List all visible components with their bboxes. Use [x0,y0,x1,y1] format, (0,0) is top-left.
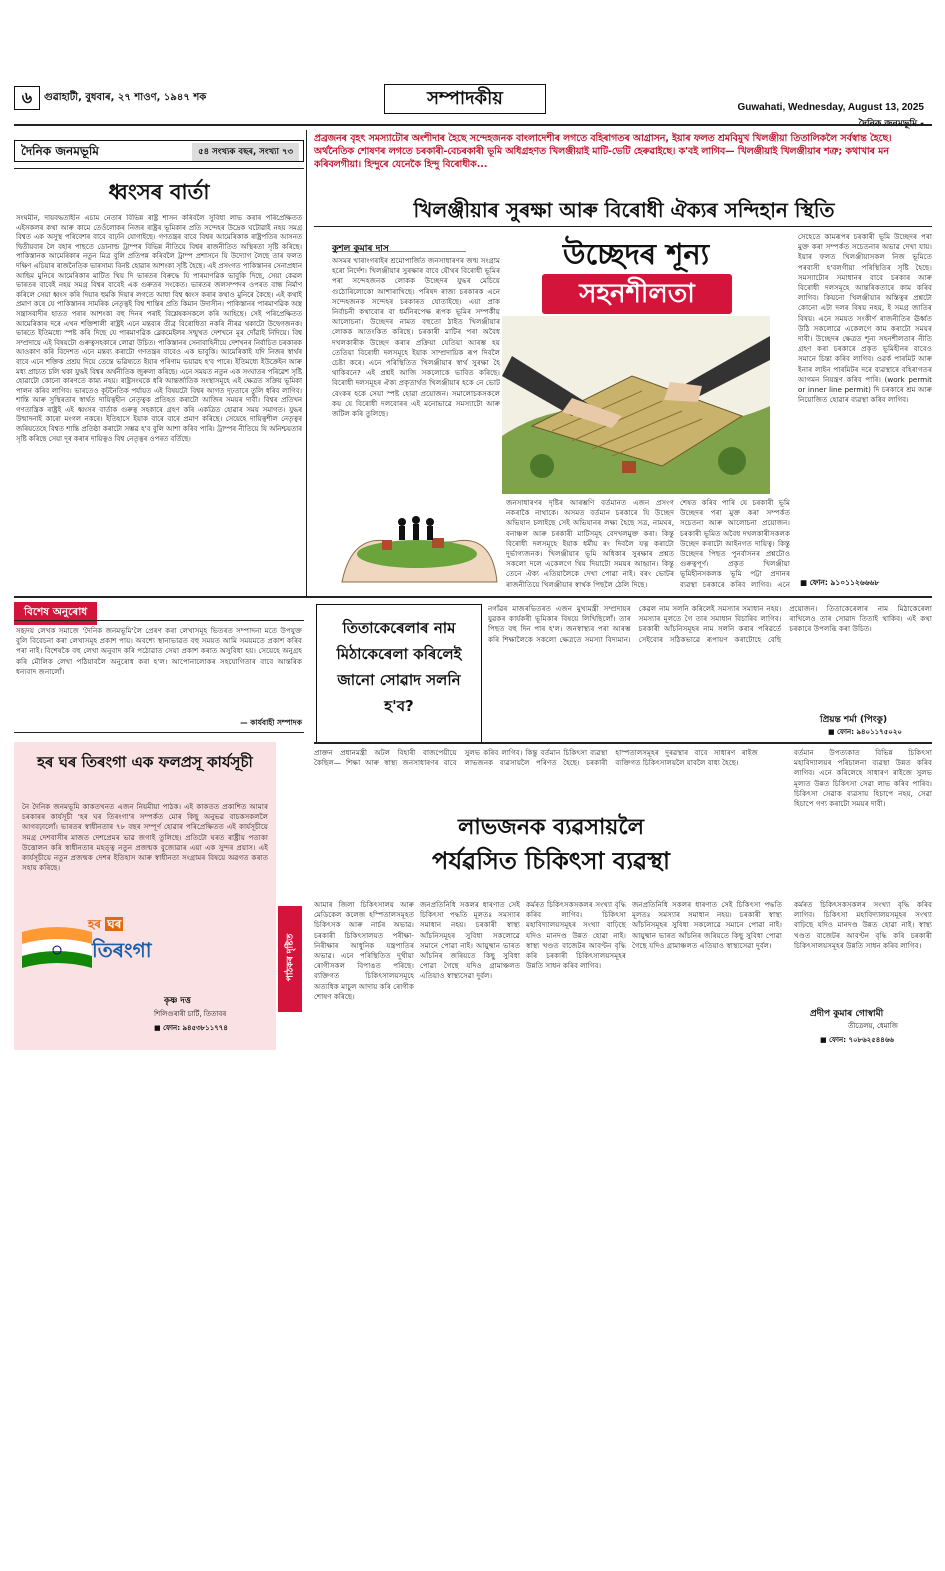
masthead-date-right: Guwahati, Wednesday, August 13, 2025 [737,102,924,113]
health-headline-1: লাভজনক ব্যৱসায়লৈ [457,815,645,840]
har-ghar-body: নৈ দৈনিক জনমভূমি কাকতখনত এজন নিয়মীয়া পাঠক। এই কাকতত প্ৰকাশিত আমাৰ চৰকাৰৰ কাৰ্যসূচী 'হৰ ঘৰ তিৰংগা'ৰ সম্পৰ্কত মোৰ কিছু অনুভৱ বাচকসকললৈ আগবঢ়ালোঁ। ভাৰতৰ স্বাধীনতাৰ ৭৮ বছৰ সম্পূৰ্ণ হোৱাৰ পৰিপ্ৰেক্ষিতত এই কাৰ্যসূচীয়ে সমগ্ৰ দেশবাসীৰ মাজত দেশপ্ৰেমৰ ভাৱ জগাই তুলিছে। প্ৰতিটো ঘৰত ৰাষ্ট্ৰীয় পতাকা উত্তোলন কৰি স্বাধীনতাৰ মহত্ত্ব নতুন প্ৰজন্মক বুজোৱাৰ এয়া এক সুন্দৰ প্ৰয়াস। এই কাৰ্যসূচীয়ে নতুন প্ৰজন্মক দেশৰ ইতিহাস আৰু স্বাধীনতা সংগ্ৰামৰ বিষয়ে অৱগত কৰাত সহায় কৰিছে। [22,802,268,873]
health-col-e: কৰ্মৰত চিকিৎসকসকলৰ সংখ্যা বৃদ্ধি কৰিব লাগিব। চিকিৎসা মহাবিদ্যালয়সমূহৰ সংখ্যা বাঢ়িছে যদিও মানদণ্ড উন্নত হোৱা নাই। স্বাস্থ্য খণ্ডত বাজেটৰ আবণ্টন বৃদ্ধি কৰি চৰকাৰী চিকিৎসালয়সমূহৰ উন্নতি সাধন কৰিব লাগিব। [794,900,932,950]
article-phone: ■ ফোন: ৯১০১১২৬৬৬৮ [800,578,880,587]
har-ghar-sign: কৃষ্ণ দত্ত [164,996,191,1006]
art-title-banner [542,274,732,314]
masthead-date-left: গুৱাহাটী, বুধবাৰ, ২৭ শাওণ, ১৯৪৭ শক [44,92,207,103]
request-label-rule [14,620,304,621]
article-col-1: অসমৰ খাৰাংগৰাইৰ শ্ৰমোপাৰ্জিত জনসাধাৰণৰ জন্ম সংগ্ৰাম হৰো নিৰ্দেশ। খিলঞ্জীয়াৰ সুৰক্ষাৰ বাবে যৌথৰ বিৰোধী ভূমিৰ পৰা সন্দেহজনক লোকক উচ্ছেদৰ যুদ্ধৰ মেচিয়ে গুঠোৰিলোকো আশাৰাখিছে। পৰিষদ ৰাজ্য চৰকাৰক এনে সন্দেহজনক সন্দেহৰ চৰকাৰত যোতাইছে। এয়া প্ৰাক নিৰ্বাচনী কথাবোৰ বা ধৰ্মনিৰপেক্ষ ৰূপক ভূমিৰ সম্পৰ্কীয় আলোচনা। উচ্ছেদৰ নামত বহুতো ঠাইত খিলঞ্জীয়াৰ লোকক আতংকিত কৰিছে। চৰকাৰী মাটিৰ পৰা অবৈধ দখলকাৰীক উচ্ছেদ কৰাৰ প্ৰক্ৰিয়া যেতিয়া আৰম্ভ হয় তেতিয়া বিৰোধী দলসমূহে ইয়াক সাম্প্ৰদায়িক ৰূপ দিবলৈ চেষ্টা কৰে। এনে পৰিস্থিতিত খিলঞ্জীয়াৰ স্বাৰ্থ সুৰক্ষা হৈ থাকিবনে? এই প্ৰশ্নই আজি সকলোকে ভাবিত কৰিছে। বিৰোধী দলসমূহৰ ঐক্য প্ৰকৃতাৰ্থত খিলঞ্জীয়াৰ হকে নে ভোট বেংকৰ হকে সেয়া স্পষ্ট হোৱা প্ৰয়োজন। সমালোচকসকলে কয় যে বিৰোধী দলবোৰৰ এই মনোভাৱে সমস্যাটো আৰু জটিল কৰি তুলিছে। [332,256,500,419]
health-col-top-right: বৰ্তমান উপত্যকাত বিভিন্ন চিকিৎসা মহাবিদ্যালয়ৰ পৰিচালনা ব্যৱস্থা উন্নত কৰিব লাগিব। এনে কৰিলেহে সাধাৰণ ৰাইজে সুলভ মূল্যত উন্নত চিকিৎসা সেৱা লাভ কৰিব পাৰিব। চিকিৎসা সেৱাক ব্যৱসায় হিচাপে নহয়, সেৱা হিচাপে গণ্য কৰাটো সময়ৰ দাবী। [794,748,932,809]
art-title-1: উচ্ছেদৰ শূন্য [562,237,710,271]
flag-icon [22,922,92,982]
request-sign: — কাৰ্যবাহী সম্পাদক [240,718,302,727]
masthead-divider [14,124,932,126]
tita-sign: প্ৰিয়ন্ত শৰ্মা (পিংকু) [820,715,888,725]
har-ghar-phone: ■ ফোন: ৯৪৫৩৮১১৭৭৪ [154,1024,228,1032]
health-col-a: আমাৰ জিলা চিকিৎসালয় আৰু মেডিকেল কলেজ হস্পিতালসমূহত চিকিৎসক আৰু নাৰ্চৰ অভাৱ। চৰকাৰী চিকিৎসালয়ত পৰীক্ষা-নিৰীক্ষাৰ আধুনিক যন্ত্ৰপাতিৰ অভাৱ। এনে পৰিস্থিতিত দুখীয়া ৰোগীসকল বিপাঙত পৰিছে। ব্যক্তিগত চিকিৎসালয়সমূহে অত্যধিক মাচুল আদায় কৰি ৰোগীক শোষণ কৰিছে। [314,900,414,1001]
mid-section-rule [314,742,932,744]
illustration-scene [502,316,770,494]
top-deck: প্ৰব্ৰজনৰ বৃহৎ সমস্যাটোৰ অংশীদাৰ হৈছে সন্দেহজনক বাংলাদেশীৰ লগতে বহিৰাগতৰ আগ্ৰাসন, ইয়াৰ ফলত শ্ৰমবিমুখ খিলঞ্জীয়া তিতালিকলৈ সৰ্বস্বান্ত হৈছে। অৰ্থনৈতিক শোষণৰ লগতে চৰকাৰী-বেচৰকাৰী ভূমি অধিগ্ৰহণত খিলঞ্জীয়াই মাটি-ভেটি হেৰুৱাইছে। ক'বই লাগিব— খিলঞ্জীয়াই খিলঞ্জীয়াৰ শত্ৰু; কথাখাৰ মন কৰিবলগীয়া। হিন্দুৰে যেনেকৈ হিন্দু বিৰোধীক... [314,133,892,170]
health-headline [316,812,786,878]
masthead [14,82,932,126]
logo-ghar: ঘৰ [107,917,122,931]
logo-tiranga: তিৰংগা [92,938,152,962]
health-sign-place: তীত্ৰেলয়, ধেমাজি [848,1022,898,1030]
article-col-4: সেহেতে কামৰূপৰ চৰকাৰী ভূমি উচ্ছেদৰ পৰা মুক্ত কৰা সম্পৰ্কত সচেতনাৰ অভাৱ দেখা যায়। ইয়াৰ ফলত খিলঞ্জীয়াসকল নিজ ভূমিতে পৰবাসী হ'বলগীয়া পৰিস্থিতিৰ সৃষ্টি হৈছে। সমস্যাটোৰ সমাধানৰ বাবে চৰকাৰ আৰু বিৰোধী দলসমূহে আন্তৰিকতাৰে কাম কৰিব লাগিব। কিয়নো খিলঞ্জীয়াৰ অস্তিত্বৰ প্ৰশ্নটো কোনো এটা দলৰ বিষয় নহয়, ই সমগ্ৰ জাতিৰ বিষয়। এনে সময়ত সংকীৰ্ণ ৰাজনীতিৰ ঊৰ্ধ্বত উঠি সকলোৱে একেলগে কাম কৰাটো সময়ৰ দাবী। উচ্ছেদৰ ক্ষেত্ৰত শূন্য সহনশীলতাৰ নীতি গ্ৰহণ কৰা চৰকাৰে প্ৰকৃত ভূমিহীনৰ বাবেও সমানে চিন্তা কৰিব লাগিব। ওৱৰ্ক পাৰমিট আৰু ইনাৰ লাইন পাৰমিটৰ দৰে ব্যৱস্থাৰে বহিৰাগতৰ আগমন নিয়ন্ত্ৰণ কৰিব পাৰি। (work permit or inner line permit) দি চৰকাৰে শ্ৰম আৰু নিয়োজিত হোৱাৰ ব্যৱস্থা কৰিব লাগিব। [798,232,932,405]
health-sign: প্ৰদীপ কুমাৰ গোস্বামী [810,1009,884,1019]
newspaper-brand: দৈনিক জনমভূমি [21,144,99,158]
hands-illustration [332,502,502,588]
page-number-box: ৬ [14,86,40,110]
tita-phone: ■ ফোন: ৯৪০১১৭৫০২০ [828,728,902,736]
tita-body: নগাঁৱৰ মাজৰভিতৰত এজন মুখ্যমন্ত্ৰী সম্প্ৰদায়ৰ যুৱকৰ কাৰ্যকৰী ভূমিকাৰ বিষয়ে লিখিছিলোঁ। তাৰ পিছত বহু দিন পাৰ হ'ল। জনস্বাস্থ্যৰ পৰা আৰম্ভ কৰি শিক্ষালৈকে সকলো ক্ষেত্ৰতে সমস্যা বিদ্যমান। কেৱল নাম সলনি কৰিলেই সমস্যাৰ সমাধান নহয়। সমস্যাৰ মূলতে গৈ তাৰ সমাধান বিচাৰিব লাগিব। চৰকাৰী আঁচনিসমূহৰ নাম সলনি কৰাৰ পৰিৱৰ্তে সেইবোৰ সঠিকভাৱে ৰূপায়ণ কৰাটোহে বেছি প্ৰয়োজন। তিতাকেৰেলাৰ নাম মিঠাকেৰেলা ৰাখিলেও তাৰ সোৱাদ তিতাই থাকিব। এই কথা চৰকাৰে উপলব্ধি কৰা উচিত। [488,604,932,644]
left-column-rule [306,130,307,596]
volume-info: ৫৪ সংখ্যক বছৰ, সংখ্যা ৭৩ [192,143,299,161]
har-ghar-sign-place: শিলিগুৰাৰী চাৰ্টি, তিতাবৰ [154,1010,227,1018]
article-col-2: জনসাধাৰণৰ দৃষ্টিৰ আৰম্ভণি বৰ্তমানত এজন প্ৰসংগ নকৰাকৈ নাথাকে। অসমত বৰ্তমান চৰকাৰে যি উচ্ছেদ অভিযান চলাইছে সেই অভিযানৰ লক্ষ্য হৈছে সত্ৰ, নামঘৰ, বনাঞ্চল আৰু চৰকাৰী মাটিসমূহ বেদখলমুক্ত কৰা। কিন্তু বিৰোধী দলসমূহে ইয়াক ধৰ্মীয় ৰং দিবলৈ যত্ন কৰাটো দুৰ্ভাগ্যজনক। খিলঞ্জীয়াৰ ভূমি অধিকাৰ সুৰক্ষাৰ প্ৰশ্নত সকলো দলে একেলগে থিয় দিয়াটো সময়ৰ আহ্বান। কিন্তু তেনে ঐক্য এতিয়ালৈকে দেখা পোৱা নাই। বৰং ভোটৰ ৰাজনীতিয়ে খিলঞ্জীয়াৰ স্বাৰ্থক পিছলৈ ঠেলি দিছে। [506,498,674,588]
reader-view-tab [278,906,302,1012]
reader-view-label: পাঠকৰ দৃষ্টিত [285,933,296,982]
section-title: সম্পাদকীয় [384,84,546,114]
headline-rule [314,226,932,227]
art-title-2: সহনশীলতা [579,279,695,309]
request-label: বিশেষ অনুৰোধ [14,602,97,625]
request-body: সহৃদয় লেখক সমাজে 'দৈনিক জনমভূমি'লৈ প্ৰেৰণ কৰা লেখাসমূহ ভিতৰত সম্পাদনা মতে উপযুক্ত বুলি বিবেচনা কৰা লেখাসমূহ প্ৰকাশ পায়। অবশ্যে স্থানাভাৱত বহু সময়ত আমি সময়মতে প্ৰকাশ কৰিব পৰা নাই। বিশেষকৈ বহু লেখা অনুবাদ কৰি পঠোৱাত সেয়া প্ৰকাশ কৰাত অসুবিধা হয়। সেয়েহে অনুগ্ৰহ কৰি মৌলিক লেখা পঠিয়াবলৈ অনুৰোধ কৰা হ'ল। আপোনালোকৰ সহযোগিতাৰ বাবে আন্তৰিক ধন্যবাদ জনালোঁ। [16,626,302,676]
tita-box [316,604,482,744]
editorial-divider [14,168,304,169]
editorial-header [14,140,304,162]
health-intro: প্ৰাক্তন প্ৰধানমন্ত্ৰী অটল বিহাৰী বাজপেয়ীয়ে কৈছিল— শিক্ষা আৰু স্বাস্থ্য জনসাধাৰণৰ বাবে সুলভ কৰিব লাগিব। কিন্তু বৰ্তমান চিকিৎসা ব্যৱস্থা লাভজনক ব্যৱসায়লৈ পৰিণত হৈছে। চৰকাৰী হাস্পতালসমূহৰ দুৰৱস্থাৰ বাবে সাধাৰণ ৰাইজ ব্যক্তিগত চিকিৎসালয়লৈ যাবলৈ বাধ্য হৈছে। [314,748,758,768]
author-name: কুশল কুমাৰ দাস [332,244,389,254]
eviction-illustration [502,232,770,494]
health-phone: ■ ফোন: ৭০৮৬২৫৪৪৬৬ [820,1036,894,1044]
logo-har: হৰ [88,917,102,931]
upper-section-rule [14,596,932,598]
main-headline: খিলঞ্জীয়াৰ সুৰক্ষা আৰু বিৰোধী ঐক্যৰ সন্দিহান স্থিতি [413,198,835,222]
editorial-body: সংঘমীন, দায়বদ্ধতাহীন এচাম নেতাৰ বিভিন্ন ৰাষ্ট্ৰ শাসন কৰিবলৈ সুবিধা লাভ কৰাৰ পৰিপ্ৰেক্ষিতত এইসকলৰ কথা আৰু কামে তেওঁলোকৰ নিজৰ ৰাষ্ট্ৰৰ ভূমিকাৰ প্ৰতি সন্দেহৰ উদ্ৰেক ঘটোৱাই নহয় সমগ্ৰ বিশ্বত এক অসুস্থ পৰিবেশৰ বাবে বাঢ়নি যোগাইছে। গণতন্ত্ৰৰ বাবে বিশ্বৰ আমেৰিকাক ৰাষ্ট্ৰপতিৰ আসনত দ্বিতীয়বাৰ লৈ বহাৰ পাছতে ডোনাল্ড ট্ৰাম্পৰ বিভিন্ন নীতিয়ে বিশ্বৰ ৰাজনীতিত অস্থিৰতা সৃষ্টি কৰিছে। পাকিস্তানক আমেৰিকাৰ নতুন মিত্ৰ বুলি প্ৰতিপন্ন কৰিবলৈ ট্ৰাম্প প্ৰশাসনে যি উদ্যোগ লৈছে তাৰ ফলত দক্ষিণ এচিয়াৰ ৰাজনৈতিক ভাৰসাম্য বিনষ্ট হোৱাৰ আশংকা সৃষ্টি হৈছে। এই প্ৰসংগত পাকিস্তানৰ সেনাপ্ৰধান আছিম মুনিৰে আমেৰিকাৰ মাটিত থিয় দি ভাৰতৰ বিৰুদ্ধে যি পাৰমাণৱিক ভাবুকি দিছে, সেয়া কেৱল ভাৰতৰ বাবেই নহয় সমগ্ৰ বিশ্বৰ বাবেই এক গুৰুতৰ সংকেত। ভাৰতৰ জলসম্পদৰ ওপৰত বান্ধ নিৰ্মাণ কৰিলে সেয়া ধ্বংস কৰি দিয়াৰ হুমকি দিয়াৰ লগতে আধা বিশ্ব ধ্বংস কৰাৰ কথাও মুনিৰে কৈছে। এই কথাই প্ৰমাণ কৰে যে পাকিস্তানৰ সামৰিক নেতৃত্বই বিশ্ব শান্তিৰ প্ৰতি কিমান উদাসীন। পাকিস্তানৰ পাৰমাণৱিক অস্ত্ৰ সন্ত্ৰাসবাদীৰ হাতত পৰাৰ আশংকা বহু দিনৰ পৰাই বিশ্লেষকসকলে কৰি আহিছে। সেই পৰিপ্ৰেক্ষিতত আমেৰিকাৰ দৰে এখন শক্তিশালী ৰাষ্ট্ৰই এনে মন্তব্যৰ তীব্ৰ বিৰোধিতা নকৰি নীৰৱ থকাটো উদ্বেগজনক। ভাৰতে ইতিমধ্যে স্পষ্ট কৰি দিছে যে পাৰমাণৱিক ব্লেকমেইলৰ সন্মুখত দেশখনে মূৰ দোঁৱাই নিদিয়ে। বিশ্ব সম্প্ৰদায়ে এই বিষয়টো গুৰুত্বসহকাৰে লোৱা উচিত। পাকিস্তানৰ সেনাবাহিনীয়ে দেশখনৰ নিৰ্বাচিত চৰকাৰক আওকাণ কৰি বিদেশত এনে মন্তব্য কৰাটো গণতন্ত্ৰৰ বাবেও এক ভাবুকি। আমেৰিকাই যদি নিজৰ স্বাৰ্থৰ বাবে এনে শক্তিক প্ৰশ্ৰয় দিয়ে তেন্তে ভৱিষ্যতে ইয়াৰ পৰিণাম ভয়াৱহ হ'ব পাৰে। ইতিমধ্যে ইউক্ৰেইন আৰু মধ্য প্ৰাচ্যত চলি থকা যুদ্ধই বিশ্বৰ অৰ্থনীতিক জুৰুলা কৰিছে। এনে সময়ত নতুন এক সংঘাতৰ পৰিৱেশ সৃষ্টি হোৱাটো কোনো কাৰণতে কাম্য নহয়। ৰাষ্ট্ৰসংঘকে ধৰি আন্তৰ্জাতিক সংস্থাসমূহে এই ক্ষেত্ৰত সক্ৰিয় ভূমিকা পালন কৰিব লাগিব। ভাৰতেও কূটনৈতিক পৰ্যায়ত এই বিষয়টো বিশ্বৰ আগত দৃঢ়তাৰে তুলি ধৰিব লাগিব। শান্তি আৰু সুস্থিৰতাৰ স্বাৰ্থত দায়িত্বহীন নেতৃত্বক প্ৰতিহত কৰাটো আজিৰ সময়ৰ দাবী। বিশ্বৰ প্ৰতিখন গণতান্ত্ৰিক ৰাষ্ট্ৰই এই ধ্বংসৰ বাৰ্তাক গুৰুত্ব সহকাৰে গ্ৰহণ কৰি একত্ৰিত হোৱাৰ সময় সমাগত। যুদ্ধৰ উন্মাদনাই কাৰো মংগল নকৰে। ইতিহাসে ইয়াক বাৰে বাৰে প্ৰমাণ কৰিছে। সেয়েহে দায়িত্বশীল নেতৃত্বৰ জৰিয়তেহে বিশ্বত শান্তি প্ৰতিষ্ঠা কৰাটো সম্ভৱ হ'ব বুলি আশা কৰিব পাৰি। ট্ৰাম্পৰ নীতিয়ে যি অনিশ্চয়তাৰ সৃষ্টি কৰিছে সেয়া দূৰ কৰাৰ দায়িত্বও বিশ্ব নেতৃত্বৰ ওপৰত বৰ্তিছে। [16,214,302,443]
har-ghar-logo [22,912,162,984]
article-col-3: শেষত কৰিব পাৰি যে চৰকাৰী ভূমি উচ্ছেদৰ পৰা মুক্ত কৰা সম্পৰ্কত সচেতনা আৰু আলোচনা প্ৰয়োজন। চৰকাৰী ভূমিত অবৈধ দখলকাৰীসকলক উচ্ছেদ কৰাটো আইনগত দায়িত্ব। কিন্তু উচ্ছেদৰ পিছত পুনৰ্বাসনৰ প্ৰশ্নটোও গুৰুত্বপূৰ্ণ। প্ৰকৃত খিলঞ্জীয়া ভূমিহীনসকলক ভূমি পট্টা প্ৰদানৰ ব্যৱস্থা চৰকাৰে কৰিব লাগিব। এনে [680,498,790,588]
editorial-title: ধ্বংসৰ বাৰ্তা [108,180,210,204]
health-col-b: জনপ্ৰতিনিধি সকলৰ ধাৰণাত সেই চিকিৎসা পদ্ধতি মূলতঃ সমস্যাৰ সমাধান নহয়। চৰকাৰী স্বাস্থ্য আঁচনিসমূহৰ সুবিধা সকলোৱে সমানে পোৱা নাই। আয়ুষ্মান ভাৰত আঁচনিৰ জৰিয়তে কিছু সুবিধা পোৱা গৈছে যদিও গ্ৰামাঞ্চলত এতিয়াও স্বাস্থ্যসেৱা দুৰ্বল। [420,900,520,981]
health-col-c: কৰ্মৰত চিকিৎসকসকলৰ সংখ্যা বৃদ্ধি কৰিব লাগিব। চিকিৎসা মহাবিদ্যালয়সমূহৰ সংখ্যা বাঢ়িছে যদিও মানদণ্ড উন্নত হোৱা নাই। স্বাস্থ্য খণ্ডত বাজেটৰ আবণ্টন বৃদ্ধি কৰি চৰকাৰী চিকিৎসালয়সমূহৰ উন্নতি সাধন কৰিব লাগিব। [526,900,626,971]
har-ghar-box [14,742,276,1050]
request-bottom-rule [14,732,304,733]
har-ghar-title: হৰ ঘৰ তিৰংগা এক ফলপ্ৰসূ কাৰ্যসূচী [37,753,253,771]
tita-title: তিতাকেৰেলাৰ নাম মিঠাকেৰেলা কৰিলেই জানো সোৱাদ সলনি হ'ব? [336,619,462,715]
author-line [332,236,466,252]
health-col-d: জনপ্ৰতিনিধি সকলৰ ধাৰণাত সেই চিকিৎসা পদ্ধতি মূলতঃ সমস্যাৰ সমাধান নহয়। চৰকাৰী স্বাস্থ্য আঁচনিসমূহৰ সুবিধা সকলোৱে সমানে পোৱা নাই। আয়ুষ্মান ভাৰত আঁচনিৰ জৰিয়তে কিছু সুবিধা পোৱা গৈছে যদিও গ্ৰামাঞ্চলত এতিয়াও স্বাস্থ্যসেৱা দুৰ্বল। [632,900,782,950]
health-headline-2: পৰ্যৱসিত চিকিৎসা ব্যৱস্থা [432,847,670,875]
